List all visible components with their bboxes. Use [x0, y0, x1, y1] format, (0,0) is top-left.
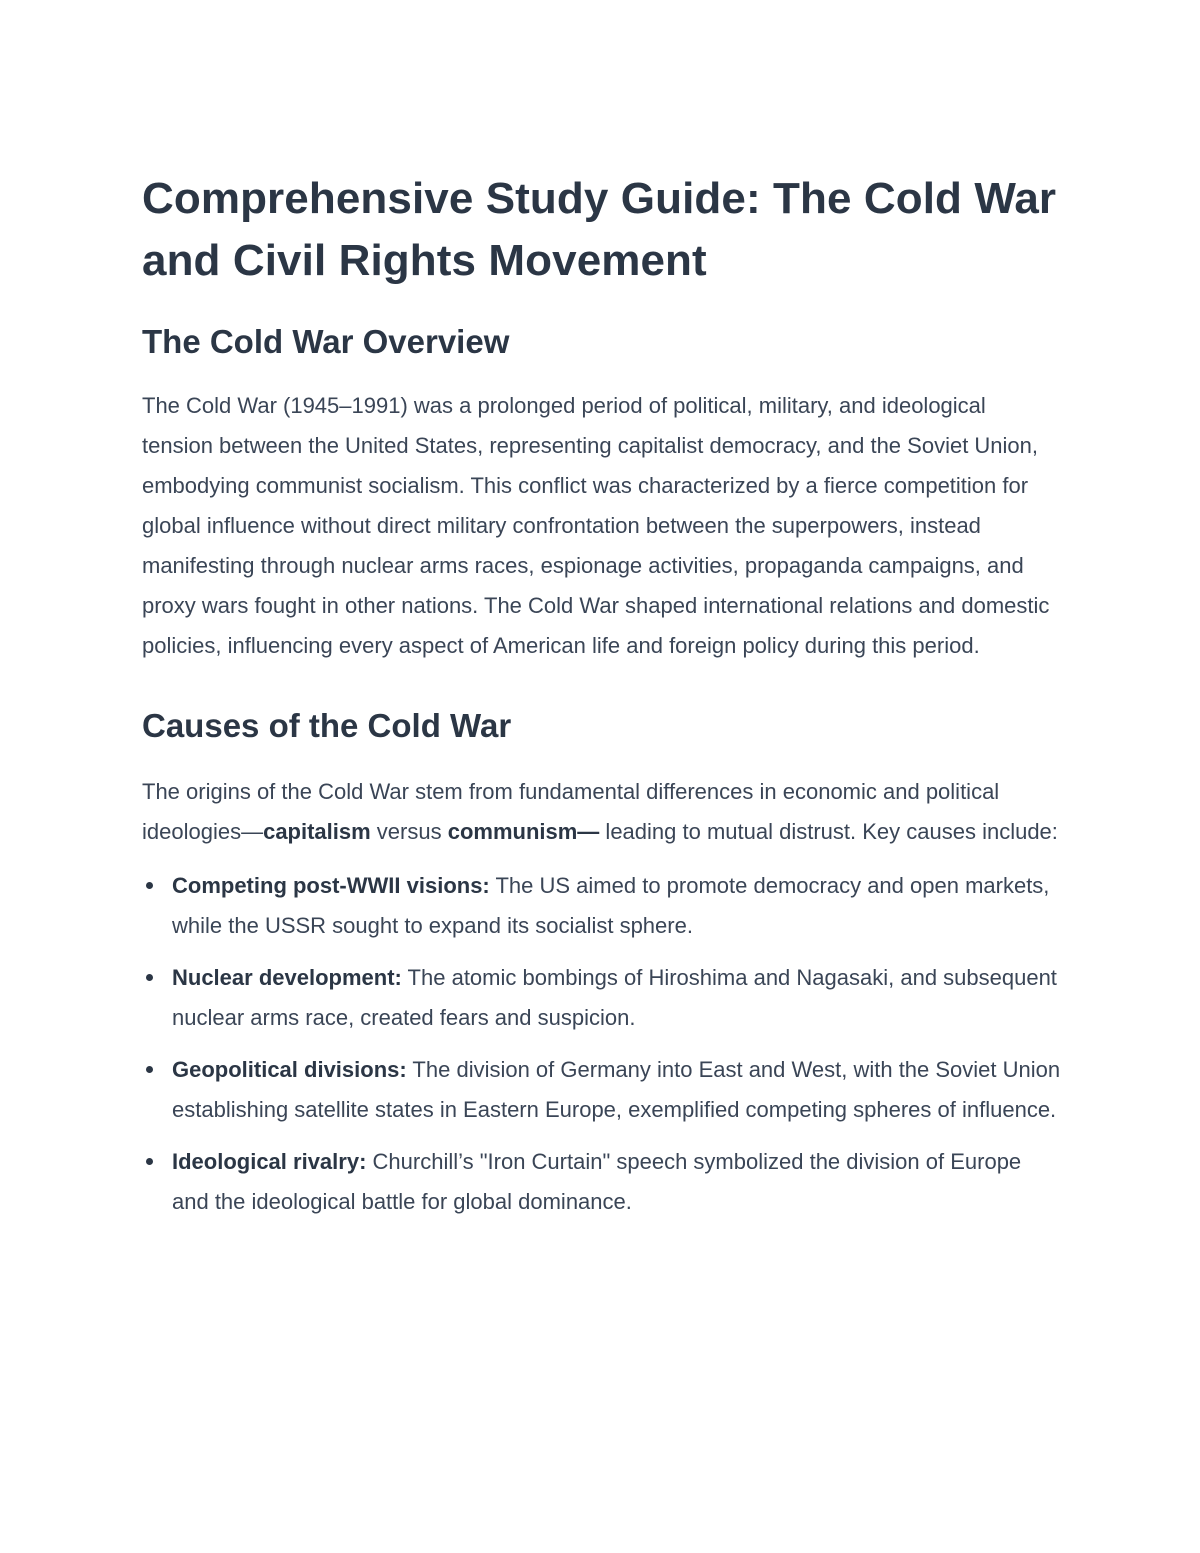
document-title: Comprehensive Study Guide: The Cold War and Civil Rights Movement [142, 174, 1057, 285]
list-item [142, 866, 1062, 946]
bullet-term: Ideological rivalry: [172, 1149, 367, 1174]
section-causes-of-cold-war [142, 706, 1062, 1222]
intro-bold-term: capitalism [263, 819, 371, 844]
section-heading: Causes of the Cold War [142, 707, 512, 744]
intro-text: leading to mutual distrust. Key causes include: [599, 819, 1058, 844]
list-item [142, 1142, 1062, 1222]
bullet-icon [146, 974, 153, 981]
bullet-icon [146, 1158, 153, 1165]
bullet-text: The division of Germany into East and West, with the Soviet Union establishing satellite states in Eastern Europe, exemplified competing spheres of influence. [172, 1057, 1061, 1122]
section-paragraph: The Cold War (1945–1991) was a prolonged period of political, military, and ideological tension between the United States, representing capitalist democracy, and the Soviet Union, embodying communist socialism. This conflict was characterized by a fierce competition for global influence without direct military confrontation between the superpowers, instead manifesting through nuclear arms races, espionage activities, propaganda campaigns, and proxy wars fought in other nations. The Cold War shaped international relations and domestic policies, influencing every aspect of American life and foreign policy during this period. [142, 393, 1050, 658]
bullet-term: Geopolitical divisions: [172, 1057, 407, 1082]
section-heading: The Cold War Overview [142, 323, 510, 360]
bullet-icon [146, 1066, 153, 1073]
intro-text: versus [370, 819, 448, 844]
list-item [142, 958, 1062, 1038]
intro-text: The origins of the Cold War stem from fundamental differences in economic and political ideologies— [142, 779, 1000, 844]
section-intro-paragraph [142, 772, 1062, 852]
bullet-text: Churchill’s "Iron Curtain" speech symbolized the division of Europe and the ideological battle for global dominance. [172, 1149, 1022, 1214]
bullet-text: The atomic bombings of Hiroshima and Nagasaki, and subsequent nuclear arms race, created fears and suspicion. [172, 965, 1057, 1030]
bullet-icon [146, 882, 153, 889]
list-item [142, 1050, 1062, 1130]
section-cold-war-overview [142, 322, 1062, 666]
bullet-text: The US aimed to promote democracy and open markets, while the USSR sought to expand its socialist sphere. [172, 873, 1050, 938]
intro-bold-term: communism— [447, 819, 600, 844]
document-page [142, 168, 1062, 1234]
causes-list [142, 866, 1062, 1222]
bullet-term: Nuclear development: [172, 965, 402, 990]
bullet-term: Competing post-WWII visions: [172, 873, 490, 898]
